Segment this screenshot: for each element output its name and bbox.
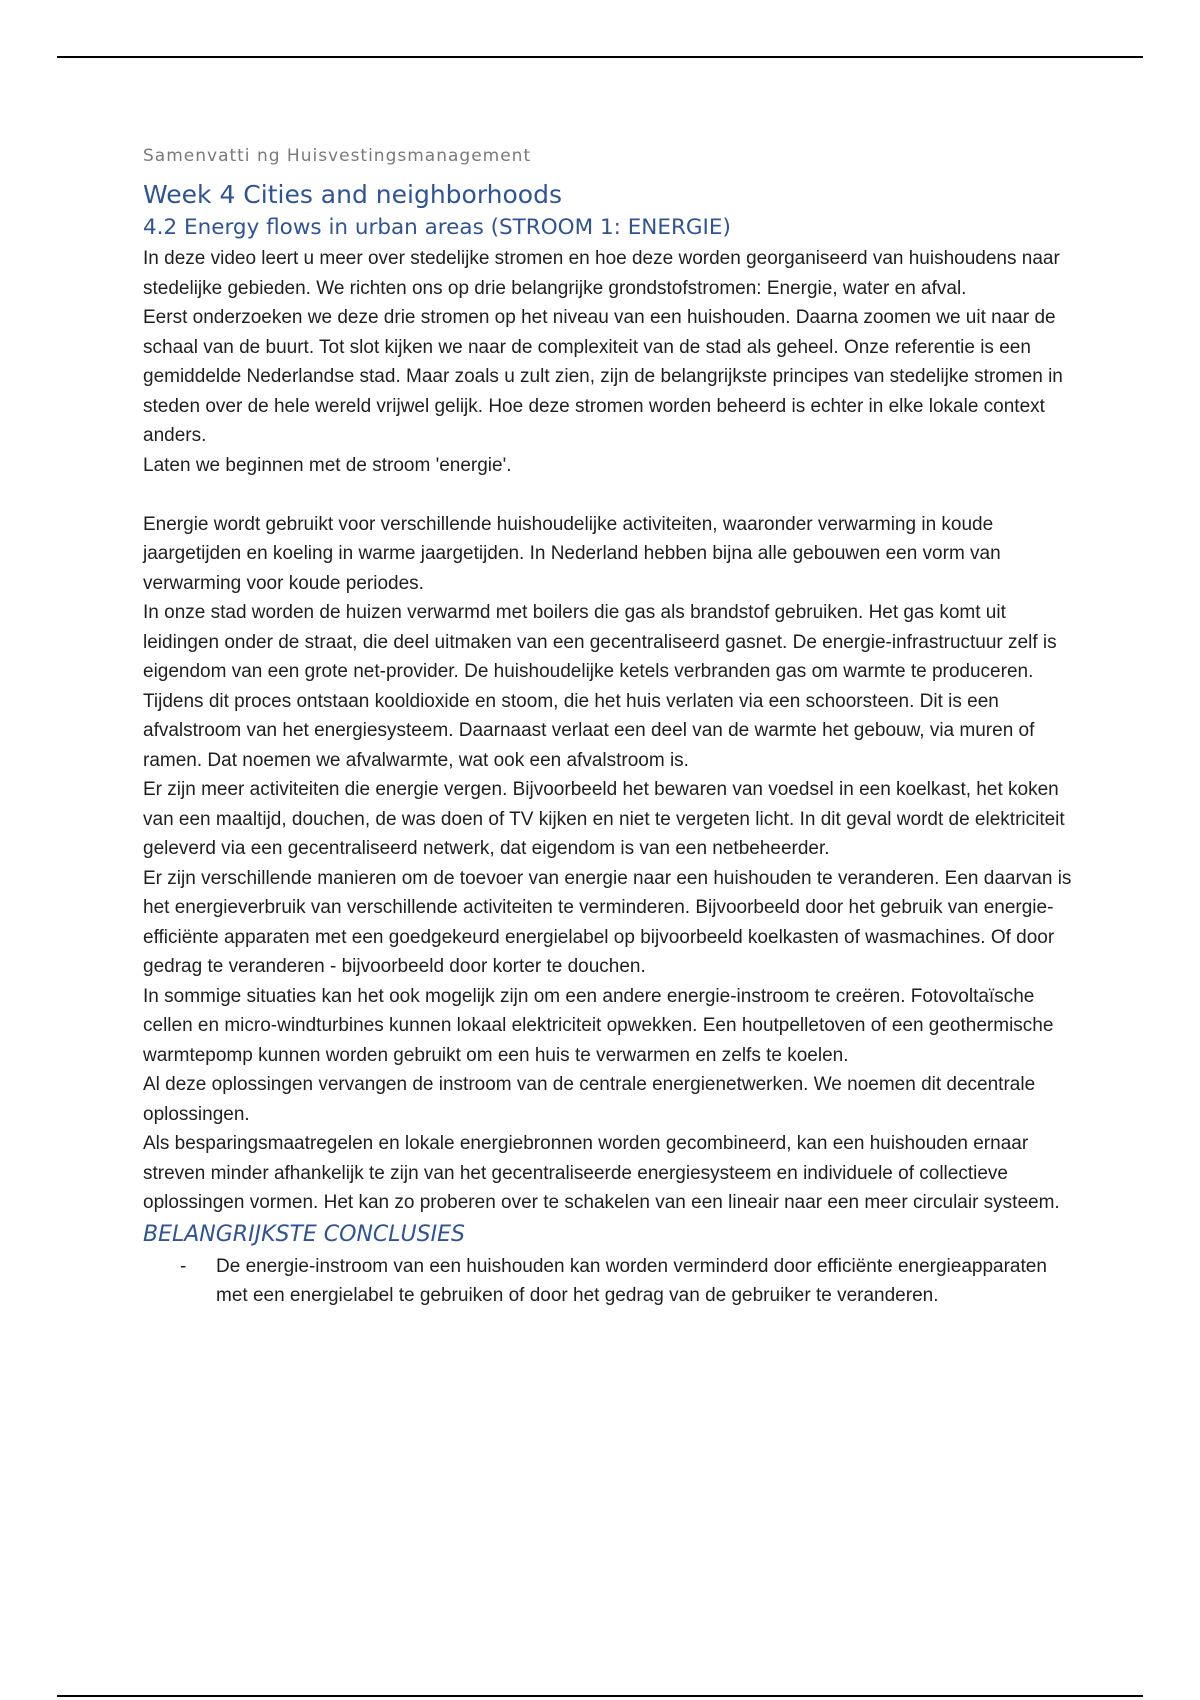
body-text [143,244,1073,1218]
paragraph: Energie wordt gebruikt voor verschillende huishoudelijke activiteiten, waaronder verwarming in koude jaargetijden en koeling in warme jaargetijden. In Nederland hebben bijna alle gebouwen een vorm van verwarming voor koude periodes. [143,513,1001,594]
page-title: Week 4 Cities and neighborhoods [143,180,562,209]
list-item [143,1252,1073,1311]
top-rule [57,56,1143,58]
paragraph: In onze stad worden de huizen verwarmd met boilers die gas als brandstof gebruiken. Het gas komt uit leidingen onder de straat, die deel uitmaken van een gecentraliseerd gasnet. De energie-infrastructuur zelf is eigendom van een grote net-provider. De huishoudelijke ketels verbranden gas om warmte te produceren. Tijdens dit proces ontstaan kooldioxide en stoom, die het huis verlaten via een schoorsteen. Dit is een afvalstroom van het energiesysteem. Daarnaast verlaat een deel van de warmte het gebouw, via muren of ramen. Dat noemen we afvalwarmte, wat ook een afvalstroom is. [143,602,1057,771]
paragraph: In sommige situaties kan het ook mogelijk zijn om een andere energie-instroom te creëren. Fotovoltaïsche cellen en micro-windturbines kunnen lokaal elektriciteit opwekken. Een houtpelletoven of een geothermische warmtepomp kunnen worden gebruikt om een huis te verwarmen en zelfs te koelen. [143,985,1054,1066]
paragraph: Er zijn verschillende manieren om de toevoer van energie naar een huishouden te veranderen. Een daarvan is het energieverbruik van verschillende activiteiten te verminderen. Bijvoorbeeld door het gebruik van energie-efficiënte apparaten met een goedgekeurd energielabel op bijvoorbeeld koelkasten of wasmachines. Of door gedrag te veranderen - bijvoorbeeld door korter te douchen. [143,867,1072,977]
conclusions-list [143,1252,1073,1311]
paragraph: Er zijn meer activiteiten die energie vergen. Bijvoorbeeld het bewaren van voedsel in een koelkast, het koken van een maaltijd, douchen, de was doen of TV kijken en niet te vergeten licht. In dit geval wordt de elektriciteit geleverd via een gecentraliseerd netwerk, dat eigendom is van een netbeheerder. [143,779,1065,859]
paragraph: Al deze oplossingen vervangen de instroom van de centrale energienetwerken. We noemen dit decentrale oplossingen. [143,1074,1036,1125]
section-heading: 4.2 Energy flows in urban areas (STROOM 1: ENERGIE) [143,215,731,240]
paragraph: In deze video leert u meer over stedelijke stromen en hoe deze worden georganiseerd van huishoudens naar stedelijke gebieden. We richten ons op drie belangrijke grondstofstromen: Energie, water en afval. [143,248,1060,299]
paragraph: Als besparingsmaatregelen en lokale energiebronnen worden gecombineerd, kan een huishouden ernaar streven minder afhankelijk te zijn van het gecentraliseerde energiesysteem en individuele of collectieve oplossingen vormen. Het kan zo proberen over te schakelen van een lineair naar een meer circulair systeem. [143,1133,1060,1213]
paragraph: Laten we beginnen met de stroom 'energie'. [143,454,512,476]
list-item-text: De energie-instroom van een huishouden kan worden verminderd door efficiënte energieapparaten met een energielabel te gebruiken of door het gedrag van de gebruiker te veranderen. [216,1255,1047,1306]
bottom-rule [57,1695,1143,1697]
paragraph: Eerst onderzoeken we deze drie stromen op het niveau van een huishouden. Daarna zoomen we uit naar de schaal van de buurt. Tot slot kijken we naar de complexiteit van de stad als geheel. Onze referentie is een gemiddelde Nederlandse stad. Maar zoals u zult zien, zijn de belangrijkste principes van stedelijke stromen in steden over de hele wereld vrijwel gelijk. Hoe deze stromen worden beheerd is echter in elke lokale context anders. [143,307,1063,446]
empty-line [143,480,1073,510]
document-page [143,144,1073,1311]
conclusions-heading: BELANGRIJKSTE CONCLUSIES [143,1221,465,1247]
document-header: Samenvatti ng Huisvestingsmanagement [143,146,532,166]
bullet-dash: - [180,1255,187,1277]
